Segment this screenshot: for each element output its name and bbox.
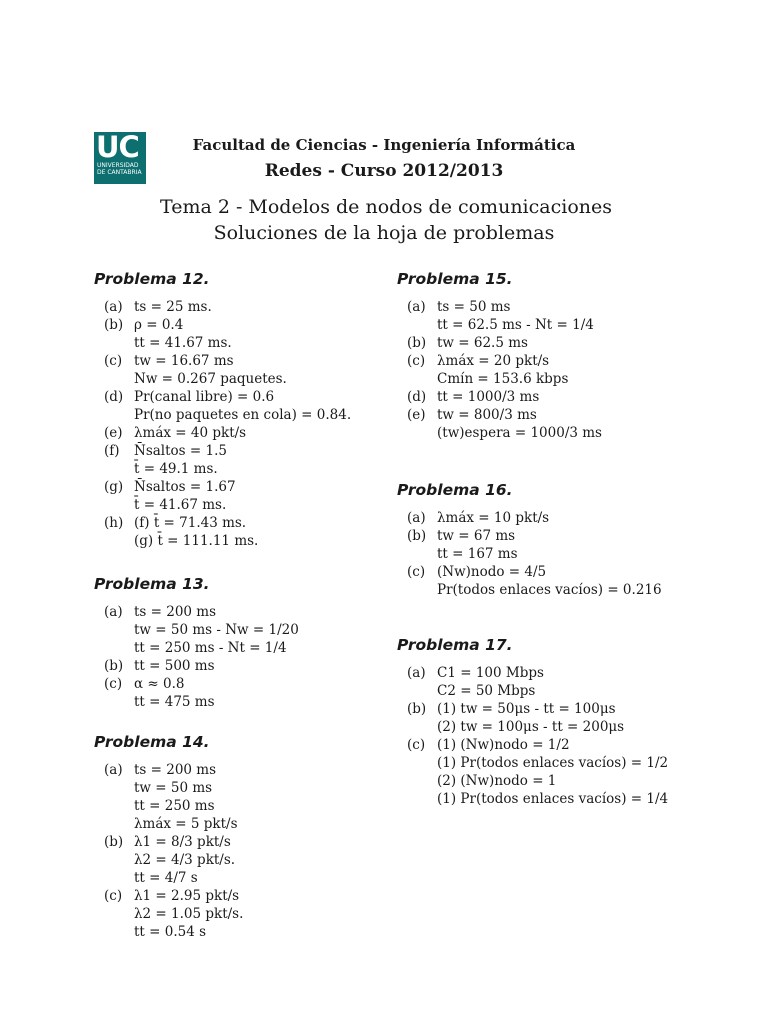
answer-line [407,298,602,316]
answer-label [104,905,134,923]
answer-line [407,352,602,370]
answer-label: (b) [407,528,427,544]
problem-title: Problema 12. [94,270,210,288]
answer-line [407,424,602,442]
answer-list [94,603,299,711]
answer-text: tt = 250 ms [134,798,215,814]
answer-line [104,833,243,851]
answer-label: (c) [407,564,426,580]
answer-line [407,334,602,352]
answer-line [104,460,351,478]
answer-text: C1 = 100 Mbps [437,665,544,681]
answer-line [407,664,668,682]
answer-text: ts = 200 ms [134,604,217,620]
answer-label [407,370,437,388]
answer-line [104,532,351,550]
answer-text: tt = 1000/3 ms [437,389,540,405]
answer-line [104,761,243,779]
answer-text: Pr(canal libre) = 0.6 [134,389,275,405]
answer-text: t̄ = 49.1 ms. [134,461,218,477]
answer-label [104,851,134,869]
answer-line [104,442,351,460]
answer-label: (b) [104,834,124,850]
answer-text: N̄saltos = 1.5 [134,443,227,459]
answer-text: tt = 0.54 s [134,924,207,940]
answer-text: tt = 475 ms [134,694,215,710]
answer-label [407,316,437,334]
answer-line [104,675,299,693]
answer-label [407,772,437,790]
answer-text: t̄ = 41.67 ms. [134,497,227,513]
answer-line [407,545,662,563]
answer-line [104,352,351,370]
answer-text: Pr(todos enlaces vacíos) = 0.216 [437,582,662,598]
answer-text: (1) Pr(todos enlaces vacíos) = 1/2 [437,755,669,771]
answer-text: ts = 25 ms. [134,299,212,315]
answer-text: (1) Pr(todos enlaces vacíos) = 1/4 [437,791,669,807]
answer-label: (b) [104,658,124,674]
answer-text: tt = 62.5 ms - Nt = 1/4 [437,317,594,333]
answer-line [407,700,668,718]
answer-line [104,298,351,316]
answer-text: λ1 = 8/3 pkt/s [134,834,231,850]
answer-line [407,509,662,527]
answer-text: (2) tw = 100μs - tt = 200μs [437,719,625,735]
answer-line [407,682,668,700]
answer-label [104,460,134,478]
answer-text: (tw)espera = 1000/3 ms [437,425,602,441]
answer-line [407,370,602,388]
answer-label: (d) [104,389,124,405]
answer-text: C2 = 50 Mbps [437,683,536,699]
answer-text: N̄saltos = 1.67 [134,479,236,495]
answer-label [407,424,437,442]
answer-label: (c) [104,888,123,904]
answer-line [104,693,299,711]
answer-line [104,905,243,923]
logo-subtitle-2: DE CANTABRIA [97,169,142,176]
answer-label [407,790,437,808]
answer-text: (f) t̄ = 71.43 ms. [134,515,247,531]
answer-label: (e) [104,425,123,441]
answer-text: tw = 800/3 ms [437,407,537,423]
answer-line [407,790,668,808]
answer-line [104,514,351,532]
answer-label: (g) [104,479,124,495]
university-logo [94,132,146,184]
answer-label: (a) [104,299,123,315]
answer-label [104,779,134,797]
answer-text: tt = 4/7 s [134,870,198,886]
answer-label: (b) [407,335,427,351]
answer-label [104,370,134,388]
answer-text: (Nw)nodo = 4/5 [437,564,547,580]
answer-label: (a) [104,762,123,778]
answer-label: (a) [407,510,426,526]
answer-label [104,693,134,711]
answer-label: (e) [407,407,426,423]
logo-subtitle-1: UNIVERSIDAD [97,162,139,169]
answer-line [104,388,351,406]
answer-text: (g) t̄ = 111.11 ms. [134,533,259,549]
problem-14 [94,733,243,941]
answer-label [104,406,134,424]
answer-line [104,316,351,334]
answer-text: tw = 62.5 ms [437,335,528,351]
answer-line [104,370,351,388]
answer-text: Nw = 0.267 paquetes. [134,371,287,387]
answer-line [407,772,668,790]
answer-label [104,923,134,941]
answer-text: λ2 = 1.05 pkt/s. [134,906,244,922]
answer-text: tt = 41.67 ms. [134,335,232,351]
answer-label: (d) [407,389,427,405]
answer-label: (c) [104,353,123,369]
answer-label [104,639,134,657]
answer-line [407,754,668,772]
answer-text: λ2 = 4/3 pkt/s. [134,852,236,868]
answer-list [94,761,243,941]
answer-line [407,527,662,545]
answer-text: λmáx = 20 pkt/s [437,353,550,369]
answer-line [104,851,243,869]
answer-line [104,496,351,514]
answer-line [104,603,299,621]
answer-list [397,298,602,442]
answer-label: (h) [104,515,124,531]
answer-line [104,334,351,352]
logo-text: UC [96,130,139,164]
answer-text: tw = 67 ms [437,528,516,544]
problem-title: Problema 17. [397,636,513,654]
answer-text: (1) (Nw)nodo = 1/2 [437,737,570,753]
answer-label: (c) [104,676,123,692]
answer-text: tt = 500 ms [134,658,215,674]
answer-text: λmáx = 40 pkt/s [134,425,247,441]
answer-line [104,779,243,797]
answer-line [407,406,602,424]
answer-line [104,815,243,833]
answer-label: (a) [104,604,123,620]
answer-line [104,869,243,887]
answer-label [104,869,134,887]
answer-text: tw = 16.67 ms [134,353,234,369]
document-subtitle: Soluciones de la hoja de problemas [213,222,555,244]
answer-label: (c) [407,353,426,369]
problem-17 [397,636,668,808]
answer-label [104,797,134,815]
answer-label: (c) [407,737,426,753]
answer-label [104,334,134,352]
answer-text: Pr(no paquetes en cola) = 0.84. [134,407,352,423]
answer-line [104,797,243,815]
answer-line [104,639,299,657]
answer-label: (a) [407,665,426,681]
answer-label: (b) [407,701,427,717]
answer-label [407,754,437,772]
answer-text: ts = 50 ms [437,299,511,315]
answer-line [104,923,243,941]
answer-line [104,424,351,442]
answer-line [407,563,662,581]
answer-text: (2) (Nw)nodo = 1 [437,773,557,789]
answer-label [407,581,437,599]
answer-list [94,298,351,550]
answer-text: α ≈ 0.8 [134,676,185,692]
answer-list [397,664,668,808]
answer-label [104,496,134,514]
answer-text: tw = 50 ms - Nw = 1/20 [134,622,299,638]
answer-text: Cmín = 153.6 kbps [437,371,569,387]
answer-text: (1) tw = 50μs - tt = 100μs [437,701,616,717]
answer-line [104,478,351,496]
problem-title: Problema 14. [94,733,210,751]
answer-label [407,718,437,736]
answer-label [104,532,134,550]
problem-title: Problema 13. [94,575,210,593]
answer-line [104,406,351,424]
answer-text: λmáx = 5 pkt/s [134,816,238,832]
problem-12 [94,270,351,550]
answer-text: tt = 167 ms [437,546,518,562]
answer-line [407,718,668,736]
answer-list [397,509,662,599]
answer-line [104,657,299,675]
problem-title: Problema 16. [397,481,513,499]
answer-label [407,682,437,700]
answer-line [104,621,299,639]
answer-label: (f) [104,443,120,459]
problem-title: Problema 15. [397,270,513,288]
answer-label: (b) [104,317,124,333]
topic-title: Tema 2 - Modelos de nodos de comunicaciones [160,196,612,218]
faculty-heading: Facultad de Ciencias - Ingeniería Informática [192,136,576,154]
answer-line [407,316,602,334]
answer-text: tw = 50 ms [134,780,213,796]
answer-line [407,388,602,406]
problem-15 [397,270,602,442]
answer-line [104,887,243,905]
answer-line [407,736,668,754]
answer-text: λ1 = 2.95 pkt/s [134,888,240,904]
problem-13 [94,575,299,711]
answer-text: ts = 200 ms [134,762,217,778]
course-heading: Redes - Curso 2012/2013 [264,161,504,181]
answer-text: λmáx = 10 pkt/s [437,510,550,526]
answer-label [104,621,134,639]
problem-16 [397,481,662,599]
answer-label [407,545,437,563]
answer-text: tt = 250 ms - Nt = 1/4 [134,640,287,656]
answer-label [104,815,134,833]
answer-text: ρ = 0.4 [134,317,184,333]
answer-line [407,581,662,599]
answer-label: (a) [407,299,426,315]
